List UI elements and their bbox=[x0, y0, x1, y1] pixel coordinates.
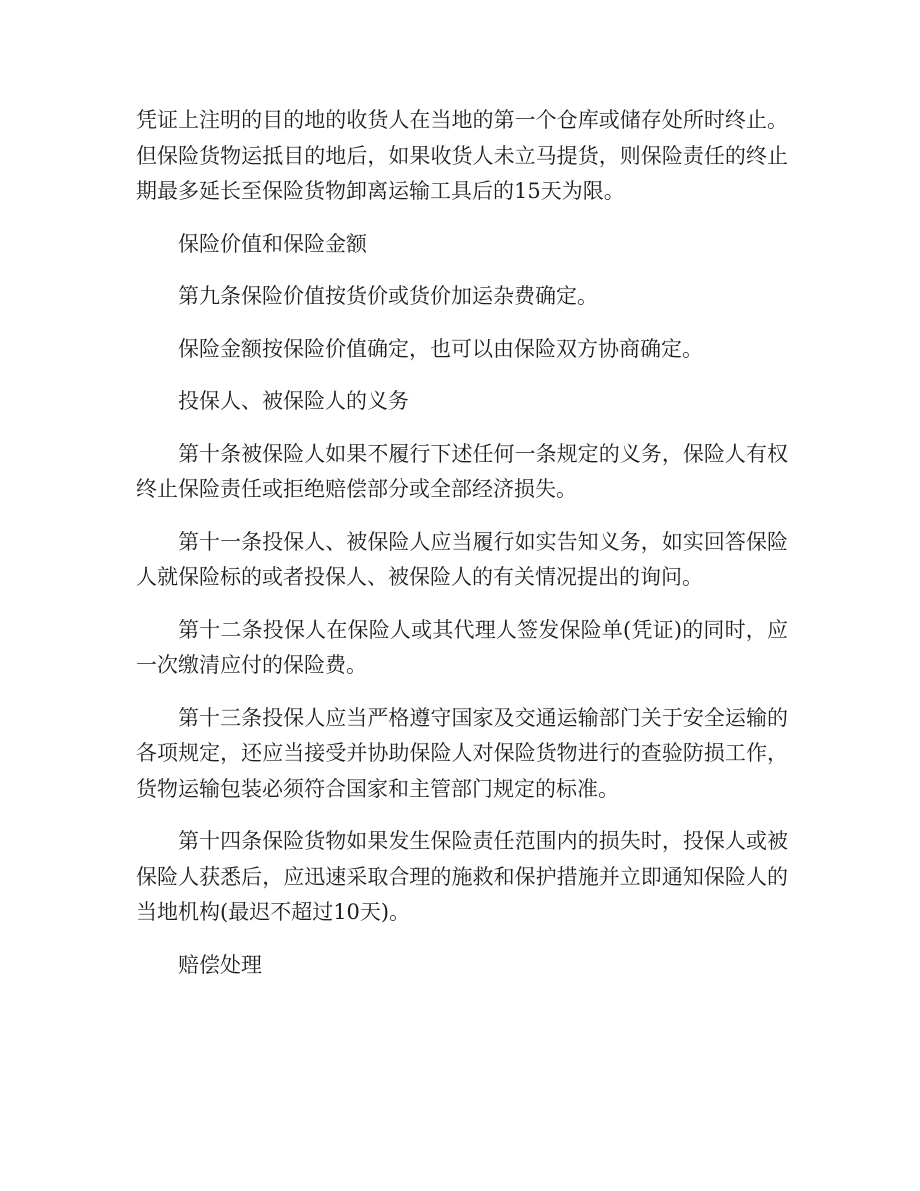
article-12: 第十二条投保人在保险人或其代理人签发保险单(凭证)的同时，应一次缴清应付的保险费。 bbox=[136, 617, 788, 677]
section-heading-claims: 赔偿处理 bbox=[178, 952, 262, 977]
article-13: 第十三条投保人应当严格遵守国家及交通运输部门关于安全运输的各项规定，还应当接受并协助保险人对保险货物进行的查验防损工作，货物运输包装必须符合国家和主管部门规定的标准。 bbox=[136, 705, 788, 801]
article-14: 第十四条保险货物如果发生保险责任范围内的损失时，投保人或被保险人获悉后，应迅速采取合理的施救和保护措施并立即通知保险人的当地机构(最迟不超过10天)。 bbox=[136, 829, 788, 924]
insured-amount-paragraph: 保险金额按保险价值确定，也可以由保险双方协商确定。 bbox=[178, 336, 703, 361]
section-heading-insured-value: 保险价值和保险金额 bbox=[178, 231, 367, 256]
article-11: 第十一条投保人、被保险人应当履行如实告知义务，如实回答保险人就保险标的或者投保人、被保险人的有关情况提出的询问。 bbox=[136, 529, 788, 589]
section-heading-obligations: 投保人、被保险人的义务 bbox=[178, 389, 409, 413]
article-10: 第十条被保险人如果不履行下述任何一条规定的义务，保险人有权终止保险责任或拒绝赔偿部分或全部经济损失。 bbox=[136, 441, 788, 501]
document-page bbox=[136, 103, 788, 1000]
paragraph-continuation: 凭证上注明的目的地的收货人在当地的第一个仓库或储存处所时终止。但保险货物运抵目的地后，如果收货人未立马提货，则保险责任的终止期最多延长至保险货物卸离运输工具后的15天为限。 bbox=[136, 108, 788, 203]
article-9: 第九条保险价值按货价或货价加运杂费确定。 bbox=[178, 284, 598, 308]
